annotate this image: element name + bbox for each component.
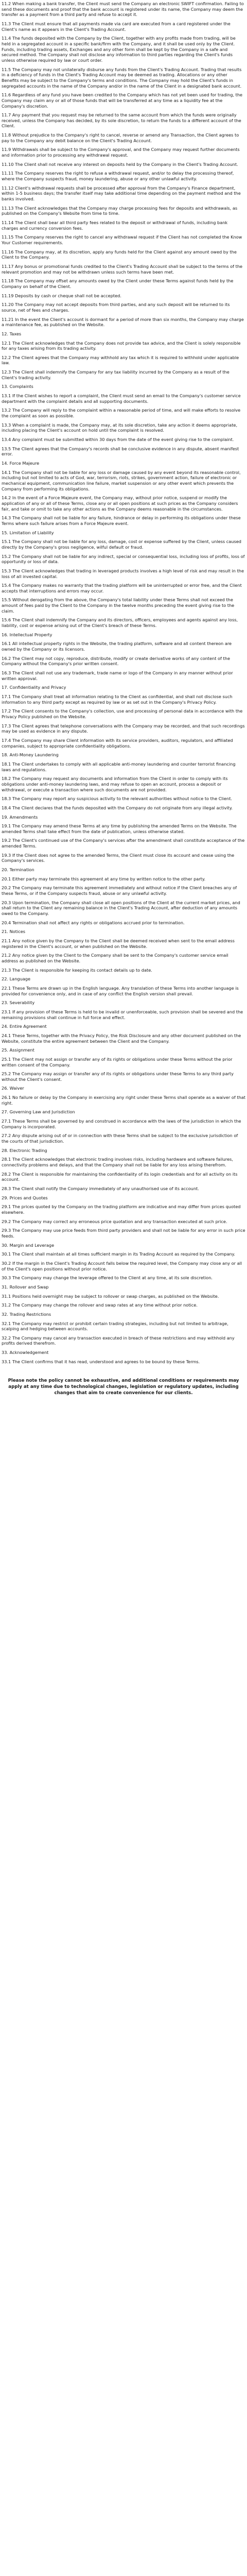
- clause-paragraph: 24.1 These Terms, together with the Privacy Policy, the Risk Disclosure and any other document published on the Website, constitute the entire agreement between the Client and the Company.: [2, 1032, 242, 1044]
- clause-paragraph: 17.1 The Company shall treat all information relating to the Client as confidential, and shall not disclose such information to any third party except as required by law or as set out in the Company's Privacy Policy.: [2, 694, 234, 705]
- clause-paragraph: 29.3 The Company may use price feeds from third party providers and shall not be liable for any error in such price feeds.: [2, 1228, 247, 1239]
- clause-paragraph: 20.2 The Company may terminate this agreement immediately and without notice if the Client breaches any of these Terms, or if the Company suspects fraud, abuse or any unlawful activity.: [2, 885, 238, 896]
- clause-paragraph: 14.3 The Company shall not be liable for any failure, hindrance or delay in performing its obligations under these Terms where such failure arises from a Force Majeure event.: [2, 515, 242, 526]
- clause-paragraph: 22. Language: [2, 976, 31, 982]
- clause-paragraph: 28.3 The Client shall notify the Company immediately of any unauthorised use of its account.: [2, 1186, 199, 1191]
- clause-paragraph: 30.3 The Company may change the leverage offered to the Client at any time, at its sole discretion.: [2, 1275, 213, 1281]
- clause-paragraph: 23. Severability: [2, 1000, 35, 1006]
- clause-paragraph: 21.1 Any notice given by the Company to the Client shall be deemed received when sent to the email address registered in the Client's account, or when published on the Website.: [2, 938, 236, 949]
- clause-paragraph: 20.1 Either party may terminate this agreement at any time by written notice to the other party.: [2, 876, 206, 882]
- clause-paragraph: 11.4 The funds deposited with the Company by the Client, together with any profits made from trading, will be held in a segregated account in a specific bank/firm with the Company, and it shall be used only by the Client. Funds, including trading assets, Exchanges and any other form shall be kept by the Company in a safe and secured method. The Company shall not disclose any information to third parties regarding the Client's funds unless otherwise required by law or court order.: [2, 36, 237, 63]
- clause-paragraph: 33.1 The Client confirms that it has read, understood and agrees to be bound by these Terms.: [2, 1359, 200, 1364]
- clause-paragraph: 12.3 The Client shall indemnify the Company for any tax liability incurred by the Company as a result of the Client's trading activity.: [2, 369, 231, 380]
- clause-paragraph: 26. Waiver: [2, 1086, 24, 1091]
- clause-paragraph: 14.1 The Company shall not be liable for any loss or damage caused by any event beyond its reasonable control, including but not limited to acts of God, war, terrorism, riots, strikes, government action, failure of electronic or mechanical equipment, communication line failure, market suspension or any other event which prevents the Company from performing its obligations.: [2, 469, 242, 492]
- clause-paragraph: 25.1 The Client may not assign or transfer any of its rights or obligations under these Terms without the prior written consent of the Company.: [2, 1056, 234, 1067]
- clause-paragraph: 15.4 The Company makes no warranty that the trading platform will be uninterrupted or error free, and the Client accepts that interruptions and errors may occur.: [2, 583, 243, 594]
- clause-paragraph: 11.20 The Company may not accept deposits from third parties, and any such deposit will be returned to its source, net of fees and charges.: [2, 302, 232, 313]
- clause-paragraph: 11.21 In the event the Client's account is dormant for a period of more than six months, the Company may charge a maintenance fee, as published on the Website.: [2, 316, 245, 328]
- clause-paragraph: 31. Rollover and Swap: [2, 1284, 49, 1290]
- clause-paragraph: 11.19 Deposits by cash or cheque shall not be accepted.: [2, 293, 121, 298]
- clause-paragraph: 15.5 Without derogating from the above, the Company's total liability under these Terms shall not exceed the amount of fees paid by the Client to the Company in the twelve months preceding the event giving rise to the claim.: [2, 597, 236, 614]
- clause-paragraph: 19.2 The Client's continued use of the Company's services after the amendment shall constitute acceptance of the amended Terms.: [2, 838, 246, 849]
- clause-paragraph: 11.15 The Company reserves the right to cancel any withdrawal request if the Client has not completed the Know Your Customer requirements.: [2, 234, 243, 245]
- footer-section: [0, 1370, 247, 1398]
- clause-paragraph: 17.2 The Client consents to the Company's collection, use and processing of personal data in accordance with the Privacy Policy published on the Website.: [2, 708, 244, 719]
- clause-paragraph: 14.2 In the event of a Force Majeure event, the Company may, without prior notice, suspend or modify the application of any or all of these Terms, close any or all open positions at such prices as the Company considers fair, and take or omit to take any other actions as the Company deems reasonable in the circumstances.: [2, 495, 240, 512]
- clause-paragraph: 21.3 The Client is responsible for keeping its contact details up to date.: [2, 967, 152, 973]
- clause-paragraph: 18.1 The Client undertakes to comply with all applicable anti-money laundering and counter terrorist financing laws and regulations.: [2, 761, 237, 772]
- clause-paragraph: 30.1 The Client shall maintain at all times sufficient margin in its Trading Account as required by the Company.: [2, 1251, 235, 1257]
- clause-paragraph: 29. Prices and Quotes: [2, 1195, 48, 1200]
- clause-paragraph: 24. Entire Agreement: [2, 1024, 47, 1029]
- clause-paragraph: 13.4 Any complaint must be submitted within 30 days from the date of the event giving rise to the complaint.: [2, 437, 234, 443]
- clause-paragraph: 11.9 Withdrawals shall be subject to the Company's approval, and the Company may request further documents and information prior to processing any withdrawal request.: [2, 147, 241, 158]
- clause-paragraph: 18. Anti-Money Laundering: [2, 752, 59, 758]
- clause-paragraph: 11.5 The Company may not unilaterally disburse any funds from the Client's Trading Account. Trading that results in a deficiency of funds in the Client's Trading Account may be deemed as trading. Allocations or any other Benefits may be subject to the Company's terms and conditions. The Company may hold the Client's funds in segregated accounts in the name of the Company and/or in the name of the Client in a designated bank account.: [2, 66, 243, 89]
- clause-paragraph: 27.1 These Terms shall be governed by and construed in accordance with the laws of the jurisdiction in which the Company is incorporated.: [2, 1118, 243, 1129]
- clause-paragraph: 11.8 Without prejudice to the Company's right to cancel, reverse or amend any Transaction, the Client agrees to pay to the Company any debit balance on the Client's Trading Account.: [2, 132, 240, 143]
- clause-paragraph: 11.6 Regardless of any fund you have been credited to the Company which has not yet been used for trading, the Company may claim any or all of those funds that will be transferred at any time as a liquidity fee at the Company's discretion.: [2, 92, 244, 109]
- clause-paragraph: 28.2 The Client is responsible for maintaining the confidentiality of its login credentials and for all activity on its account.: [2, 1171, 239, 1182]
- clause-paragraph: 18.2 The Company may request any documents and information from the Client in order to comply with its obligations under anti-money laundering laws, and may refuse to open an account, process a deposit or withdrawal, or execute a transaction where such documents are not provided.: [2, 776, 230, 792]
- clause-paragraph: 18.4 The Client declares that the funds deposited with the Company do not originate from any illegal activity.: [2, 805, 233, 810]
- clause-paragraph: 16.1 All intellectual property rights in the Website, the trading platform, software and all content thereon are owned by the Company or its licensors.: [2, 641, 233, 652]
- clause-paragraph: 19.3 If the Client does not agree to the amended Terms, the Client must close its account and cease using the Company's services.: [2, 852, 236, 863]
- clause-paragraph: 11.18 The Company may offset any amounts owed by the Client under these Terms against funds held by the Company on behalf of the Client.: [2, 278, 235, 289]
- clause-paragraph: 22.1 These Terms are drawn up in the English language. Any translation of these Terms into another language is provided for convenience only, and in case of any conflict the English version shall prevail.: [2, 985, 240, 996]
- clause-paragraph: 29.2 The Company may correct any erroneous price quotation and any transaction executed at such price.: [2, 1218, 227, 1224]
- clause-paragraph: 19.1 The Company may amend these Terms at any time by publishing the amended Terms on the Website. The amended Terms shall take effect from the date of publication, unless otherwise stated.: [2, 823, 238, 834]
- clause-paragraph: 33. Acknowledgement: [2, 1350, 49, 1355]
- clause-paragraph: 11.7 Any payment that you request may be returned to the same account from which the funds were originally received, unless the Company has decided, by its sole discretion, to return the funds to a different account of the Client.: [2, 112, 243, 129]
- clause-paragraph: 11.10 The Client shall not receive any interest on deposits held by the Company in the Client's Trading Account.: [2, 161, 238, 167]
- clause-paragraph: 15.1 The Company shall not be liable for any loss, damage, cost or expense suffered by the Client, unless caused directly by the Company's gross negligence, wilful default or fraud.: [2, 539, 243, 550]
- clause-paragraph: 13.5 The Client agrees that the Company's records shall be conclusive evidence in any dispute, absent manifest error.: [2, 446, 240, 457]
- clause-paragraph: 19. Amendments: [2, 814, 38, 820]
- clause-paragraph: 26.1 No failure or delay by the Company in exercising any right under these Terms shall operate as a waiver of that right.: [2, 1095, 247, 1106]
- clause-paragraph: 20.4 Termination shall not affect any rights or obligations accrued prior to termination.: [2, 920, 185, 925]
- clause-paragraph: 32. Trading Restrictions: [2, 1311, 51, 1317]
- clause-paragraph: 17. Confidentiality and Privacy: [2, 685, 66, 690]
- clause-paragraph: 23.1 If any provision of these Terms is held to be invalid or unenforceable, such provision shall be severed and the remaining provisions shall continue in full force and effect.: [2, 1009, 244, 1020]
- clause-paragraph: 25. Assignment: [2, 1047, 34, 1053]
- clause-paragraph: 21.2 Any notice given by the Client to the Company shall be sent to the Company's customer service email address as published on the Website.: [2, 953, 230, 963]
- clause-paragraph: 17.4 The Company may share Client information with its service providers, auditors, regulators, and affiliated companies, subject to appropriate confidentiality obligations.: [2, 737, 235, 749]
- clause-paragraph: 28. Electronic Trading: [2, 1147, 47, 1153]
- clause-paragraph: 14. Force Majeure: [2, 461, 40, 466]
- clause-paragraph: 11.2 When making a bank transfer, the Client must send the Company an electronic SWIFT confirmation. Failing to send these documents and proof that the bank account is registered under its name, the Company may deem the transfer as a payment from a third party and refuse to accept it.: [2, 1, 245, 18]
- clause-paragraph: 11.12 Client's withdrawal requests shall be processed after approval from the Company's Finance department, within 1-5 business days; the transfer itself may take additional time depending on the payment method and the banks involved.: [2, 185, 242, 202]
- clause-paragraph: 32.1 The Company may restrict or prohibit certain trading strategies, including but not limited to arbitrage, scalping and hedging between accounts.: [2, 1320, 230, 1332]
- clause-paragraph: 15.3 The Client acknowledges that trading in leveraged products involves a high level of risk and may result in the loss of all invested capital.: [2, 568, 245, 579]
- clause-paragraph: 15. Limitation of Liability: [2, 530, 54, 535]
- clause-paragraph: 11.13 The Client acknowledges that the Company may charge processing fees for deposits and withdrawals, as published on the Company's Website from time to time.: [2, 205, 239, 216]
- policy-notice: Please note the policy cannot be exhaustive, and additional conditions or requirements may apply at any time due to technological changes, legislation or regulatory updates, including changes that aim to create convenience for our clients.: [8, 1378, 239, 1396]
- clause-paragraph: 12. Taxes: [2, 331, 22, 336]
- clause-paragraph: 28.1 The Client acknowledges that electronic trading involves risks, including hardware and software failures, connectivity problems and delays, and that the Company shall not be liable for any loss arising therefrom.: [2, 1157, 235, 1168]
- clause-paragraph: 32.2 The Company may cancel any transaction executed in breach of these restrictions and may withhold any profits derived therefrom.: [2, 1335, 236, 1346]
- clause-paragraph: 25.2 The Company may assign or transfer any of its rights or obligations under these Terms to any third party without the Client's consent.: [2, 1071, 235, 1082]
- clause-paragraph: 13.1 If the Client wishes to report a complaint, the Client must send an email to the Company's customer service department with the complaint details and all supporting documents.: [2, 393, 242, 404]
- clause-paragraph: 31.1 Positions held overnight may be subject to rollover or swap charges, as published on the Website.: [2, 1293, 219, 1299]
- clause-paragraph: 20.3 Upon termination, the Company shall close all open positions of the Client at the current market prices, and shall return to the Client any remaining balance in the Client's Trading Account, after deduction of any amounts owed to the Company.: [2, 900, 242, 917]
- clause-paragraph: 12.2 The Client agrees that the Company may withhold any tax which it is required to withhold under applicable law.: [2, 354, 240, 366]
- clause-paragraph: 27. Governing Law and Jurisdiction: [2, 1109, 75, 1115]
- clause-paragraph: 17.3 The Client agrees that telephone conversations with the Company may be recorded, and that such recordings may be used as evidence in any dispute.: [2, 723, 246, 734]
- clause-paragraph: 13.3 When a complaint is made, the Company may, at its sole discretion, take any action it deems appropriate, including placing the Client's account on hold until the complaint is resolved.: [2, 422, 239, 433]
- clause-paragraph: 15.6 The Client shall indemnify the Company and its directors, officers, employees and agents against any loss, liability, cost or expense arising out of the Client's breach of these Terms.: [2, 617, 239, 629]
- clause-paragraph: 11.17 Any bonus or promotional funds credited to the Client's Trading Account shall be subject to the terms of the relevant promotion and may not be withdrawn unless such terms have been met.: [2, 263, 244, 275]
- clause-paragraph: 27.2 Any dispute arising out of or in connection with these Terms shall be subject to the exclusive jurisdiction of the courts of that jurisdiction.: [2, 1133, 239, 1144]
- clause-paragraph: 11.3 The Client must ensure that all payments made via card are executed from a card registered under the Client's name as it appears in the Client's Trading Account.: [2, 21, 232, 32]
- clause-paragraph: 13. Complaints: [2, 384, 33, 389]
- clause-paragraph: 29.1 The prices quoted by the Company on the trading platform are indicative and may differ from prices quoted elsewhere.: [2, 1204, 242, 1215]
- clause-paragraph: 16.2 The Client may not copy, reproduce, distribute, modify or create derivative works of any content of the Company without the Company's prior written consent.: [2, 655, 232, 667]
- clause-paragraph: 12.1 The Client acknowledges that the Company does not provide tax advice, and the Client is solely responsible for any taxes arising from its trading activity.: [2, 340, 242, 351]
- clause-paragraph: 11.11 The Company reserves the right to refuse a withdrawal request, and/or to delay the processing thereof, where the Company suspects fraud, money laundering, abuse or any other unlawful activity.: [2, 171, 235, 182]
- clause-paragraph: 21. Notices: [2, 929, 26, 935]
- clause-paragraph: 31.2 The Company may change the rollover and swap rates at any time without prior notice.: [2, 1302, 198, 1308]
- clause-paragraph: 15.2 The Company shall not be liable for any indirect, special or consequential loss, including loss of profits, loss of opportunity or loss of data.: [2, 553, 246, 565]
- clause-paragraph: 16.3 The Client shall not use any trademark, trade name or logo of the Company in any manner without prior written approval.: [2, 670, 235, 681]
- clause-paragraph: 30.2 If the margin in the Client's Trading Account falls below the required level, the Company may close any or all of the Client's open positions without prior notice.: [2, 1260, 243, 1272]
- clause-paragraph: 18.3 The Company may report any suspicious activity to the relevant authorities without notice to the Client.: [2, 796, 233, 802]
- clause-paragraph: 11.14 The Client shall bear all third party fees related to the deposit or withdrawal of funds, including bank charges and currency conversion fees.: [2, 220, 229, 231]
- clause-paragraph: 11.16 The Company may, at its discretion, apply any funds held for the Client against any amount owed by the Client to the Company.: [2, 249, 238, 260]
- clause-paragraph: 20. Termination: [2, 867, 34, 873]
- clause-paragraph: 16. Intellectual Property: [2, 632, 52, 637]
- clause-paragraph: 30. Margin and Leverage: [2, 1242, 55, 1248]
- clause-paragraph: 13.2 The Company will reply to the complaint within a reasonable period of time, and will make efforts to resolve the complaint as soon as possible.: [2, 408, 242, 419]
